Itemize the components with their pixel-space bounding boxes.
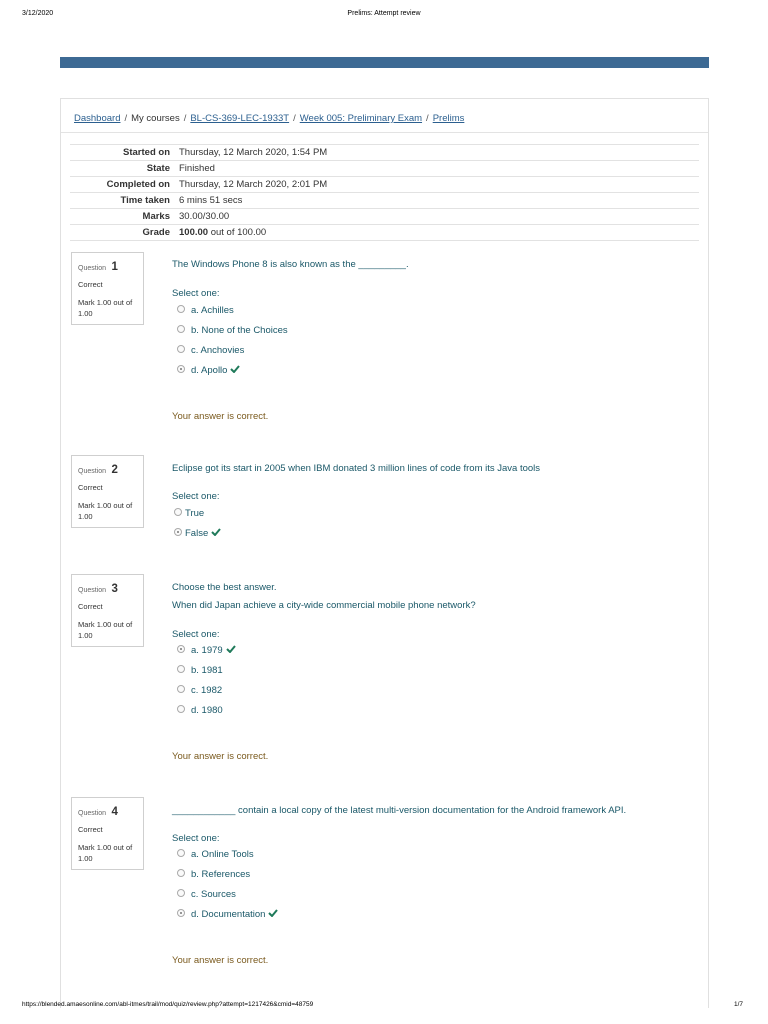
answer-option-selected[interactable] bbox=[174, 528, 221, 540]
question-number: 4 bbox=[111, 806, 118, 818]
radio-button[interactable] bbox=[177, 889, 185, 897]
summary-value: Finished bbox=[170, 161, 699, 177]
question-label: Question bbox=[78, 810, 107, 817]
breadcrumb-week-link[interactable]: Week 005: Preliminary Exam bbox=[299, 113, 423, 124]
question-info-box bbox=[71, 455, 144, 528]
option-label: False bbox=[185, 528, 209, 539]
summary-value: Thursday, 12 March 2020, 1:54 PM bbox=[170, 145, 699, 161]
question-mark: Mark 1.00 out of 1.00 bbox=[78, 501, 133, 521]
option-label: b. None of the Choices bbox=[191, 325, 288, 336]
radio-button[interactable] bbox=[177, 849, 185, 857]
option-label: b. References bbox=[191, 869, 251, 880]
grade-out-of: out of 100.00 bbox=[208, 227, 267, 238]
summary-value bbox=[170, 225, 699, 241]
option-label: c. 1982 bbox=[191, 685, 223, 696]
question-mark: Mark 1.00 out of 1.00 bbox=[78, 843, 133, 863]
option-label: a. 1979 bbox=[191, 645, 223, 656]
radio-button[interactable] bbox=[177, 325, 185, 333]
breadcrumb-course-link[interactable]: BL-CS-369-LEC-1933T bbox=[190, 113, 290, 124]
option-label: a. Online Tools bbox=[191, 849, 254, 860]
question-text: Eclipse got its start in 2005 when IBM donated 3 million lines of code from its Java tools bbox=[172, 463, 541, 474]
answer-option-selected[interactable] bbox=[177, 365, 240, 377]
radio-button[interactable] bbox=[177, 705, 185, 713]
summary-row-marks bbox=[70, 209, 699, 225]
answer-option[interactable] bbox=[177, 889, 236, 901]
answer-option[interactable] bbox=[177, 305, 234, 317]
answer-option-selected[interactable] bbox=[177, 909, 278, 921]
radio-button[interactable] bbox=[177, 305, 185, 313]
summary-label: Completed on bbox=[70, 177, 170, 193]
question-info-box bbox=[71, 574, 144, 647]
print-title: Prelims: Attempt review bbox=[347, 10, 421, 17]
option-label: True bbox=[185, 508, 205, 519]
radio-button[interactable] bbox=[177, 869, 185, 877]
radio-button-selected[interactable] bbox=[177, 909, 185, 917]
breadcrumb-separator: / bbox=[426, 113, 429, 124]
question-info-box bbox=[71, 797, 144, 870]
select-one-label: Select one: bbox=[172, 288, 220, 299]
question-info-box bbox=[71, 252, 144, 325]
answer-feedback: Your answer is correct. bbox=[172, 751, 269, 762]
breadcrumb-dashboard-link[interactable]: Dashboard bbox=[74, 113, 121, 124]
option-label: a. Achilles bbox=[191, 305, 234, 316]
breadcrumb-separator: / bbox=[293, 113, 296, 124]
question-text: When did Japan achieve a city-wide commercial mobile phone network? bbox=[172, 600, 476, 611]
answer-option[interactable] bbox=[174, 508, 204, 520]
question-text: ____________ contain a local copy of the latest multi-version documentation for the Android framework API. bbox=[172, 805, 627, 816]
summary-label: Time taken bbox=[70, 193, 170, 209]
summary-value: 6 mins 51 secs bbox=[170, 193, 699, 209]
answer-option[interactable] bbox=[177, 325, 288, 337]
navbar-strip bbox=[60, 57, 709, 68]
question-state: Correct bbox=[78, 602, 103, 611]
checkmark-icon bbox=[268, 909, 278, 917]
radio-button-selected[interactable] bbox=[174, 528, 182, 536]
answer-option[interactable] bbox=[177, 665, 223, 677]
breadcrumb bbox=[74, 113, 464, 124]
answer-option-selected[interactable] bbox=[177, 645, 236, 657]
question-state: Correct bbox=[78, 483, 103, 492]
print-footer bbox=[0, 1001, 768, 1013]
option-label: c. Anchovies bbox=[191, 345, 245, 356]
question-label: Question bbox=[78, 468, 107, 475]
question-label: Question bbox=[78, 265, 107, 272]
option-label: d. Apollo bbox=[191, 365, 228, 376]
summary-label: Started on bbox=[70, 145, 170, 161]
attempt-summary-table bbox=[70, 144, 699, 241]
option-label: c. Sources bbox=[191, 889, 236, 900]
question-mark: Mark 1.00 out of 1.00 bbox=[78, 620, 133, 640]
question-label: Question bbox=[78, 587, 107, 594]
summary-row-time-taken bbox=[70, 193, 699, 209]
question-number: 1 bbox=[111, 261, 118, 273]
breadcrumb-quiz-link[interactable]: Prelims bbox=[432, 113, 465, 124]
answer-feedback: Your answer is correct. bbox=[172, 411, 269, 422]
option-label: d. Documentation bbox=[191, 909, 266, 920]
summary-row-state bbox=[70, 161, 699, 177]
select-one-label: Select one: bbox=[172, 629, 220, 640]
checkmark-icon bbox=[226, 645, 236, 653]
summary-row-started-on bbox=[70, 145, 699, 161]
breadcrumb-my-courses: My courses bbox=[131, 113, 180, 124]
checkmark-icon bbox=[211, 528, 221, 536]
summary-label: State bbox=[70, 161, 170, 177]
answer-option[interactable] bbox=[177, 345, 244, 357]
print-url: https://blended.amaesonline.com/abl-itmes/trail/mod/quiz/review.php?attempt=1217426&cmid=48759 bbox=[22, 1001, 314, 1008]
print-header bbox=[0, 10, 768, 22]
radio-button[interactable] bbox=[174, 508, 182, 516]
answer-option[interactable] bbox=[177, 869, 250, 881]
summary-value: 30.00/30.00 bbox=[170, 209, 699, 225]
radio-button[interactable] bbox=[177, 685, 185, 693]
question-text: The Windows Phone 8 is also known as the _________. bbox=[172, 259, 409, 270]
summary-label: Marks bbox=[70, 209, 170, 225]
summary-row-completed-on bbox=[70, 177, 699, 193]
breadcrumb-separator: / bbox=[124, 113, 128, 124]
select-one-label: Select one: bbox=[172, 833, 220, 844]
page-content bbox=[60, 98, 709, 1008]
summary-value: Thursday, 12 March 2020, 2:01 PM bbox=[170, 177, 699, 193]
question-number: 2 bbox=[111, 464, 118, 476]
radio-button-selected[interactable] bbox=[177, 365, 185, 373]
question-state: Correct bbox=[78, 825, 103, 834]
question-text: Choose the best answer. bbox=[172, 582, 277, 593]
question-mark: Mark 1.00 out of 1.00 bbox=[78, 298, 133, 318]
print-date: 3/12/2020 bbox=[22, 10, 54, 17]
radio-button[interactable] bbox=[177, 345, 185, 353]
summary-row-grade bbox=[70, 225, 699, 241]
select-one-label: Select one: bbox=[172, 491, 220, 502]
radio-button[interactable] bbox=[177, 665, 185, 673]
grade-score: 100.00 bbox=[179, 227, 209, 238]
summary-label: Grade bbox=[70, 225, 170, 241]
option-label: b. 1981 bbox=[191, 665, 223, 676]
print-page-number: 1/7 bbox=[733, 1001, 743, 1008]
question-state: Correct bbox=[78, 280, 103, 289]
question-number: 3 bbox=[111, 583, 118, 595]
answer-option[interactable] bbox=[177, 705, 223, 717]
answer-feedback: Your answer is correct. bbox=[172, 955, 269, 966]
answer-option[interactable] bbox=[177, 849, 254, 861]
checkmark-icon bbox=[230, 365, 240, 373]
radio-button-selected[interactable] bbox=[177, 645, 185, 653]
option-label: d. 1980 bbox=[191, 705, 223, 716]
breadcrumb-separator: / bbox=[183, 113, 187, 124]
answer-option[interactable] bbox=[177, 685, 222, 697]
breadcrumb-divider bbox=[61, 132, 708, 133]
